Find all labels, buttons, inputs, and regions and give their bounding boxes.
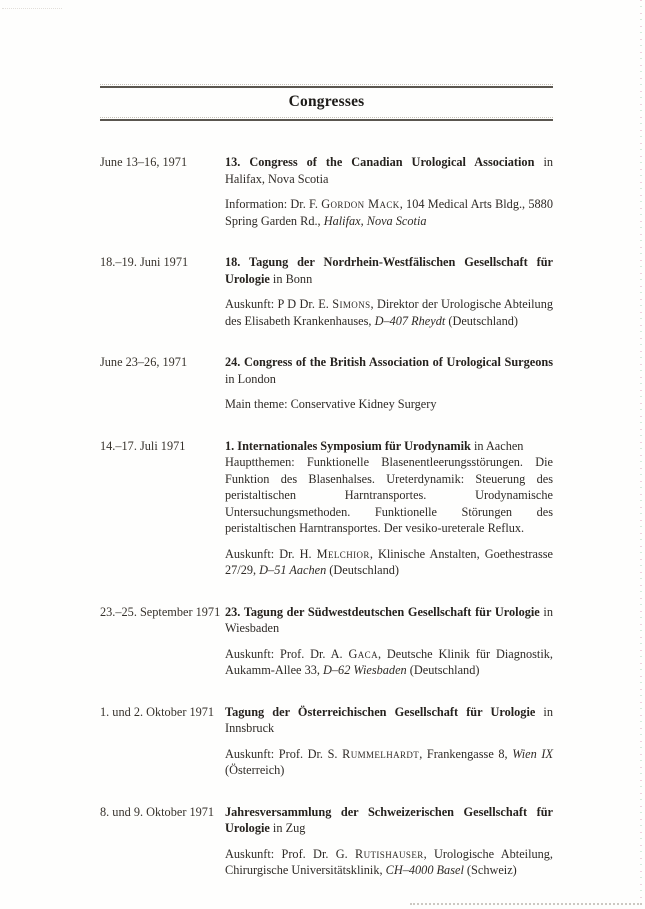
text-segment: in London	[225, 371, 276, 386]
congress-entry	[100, 354, 553, 413]
congress-entry	[100, 438, 553, 579]
congress-list	[100, 154, 553, 879]
text-segment: Auskunft: Prof. Dr. S.	[225, 746, 343, 761]
text-segment: Jahresversammlung der Schweizerischen Gesellschaft für Urologie	[225, 804, 553, 835]
text-segment: CH–4000 Basel	[385, 863, 464, 877]
entry-body	[225, 254, 553, 329]
text-segment: , Klinische Anstalten, Goethestrasse 27/29,	[225, 546, 553, 577]
scan-noise-bottom-edge	[410, 903, 642, 905]
entry-date: 8. und 9. Oktober 1971	[100, 804, 215, 819]
text-segment: D–62 Wiesbaden	[323, 663, 407, 677]
entry-paragraph	[225, 704, 553, 737]
entry-paragraph	[225, 196, 553, 229]
entry-date: June 13–16, 1971	[100, 155, 188, 169]
text-segment: in Wiesbaden	[225, 604, 553, 635]
text-segment: 18. Tagung der Nordrhein-Westfälischen Gesellschaft für Urologie	[225, 255, 553, 286]
congress-entry	[100, 804, 553, 879]
text-segment: (Deutschland)	[406, 663, 480, 677]
text-segment: , Frankengasse 8,	[419, 746, 513, 761]
text-segment: , 104 Medical Arts Bldg., 5880 Spring Garden Rd.,	[225, 197, 553, 228]
text-segment: Tagung der Österreichischen Gesellschaft für Urologie	[225, 704, 536, 719]
text-segment: in Aachen	[470, 438, 524, 453]
entry-paragraph	[225, 746, 553, 779]
entry-paragraph	[225, 604, 553, 637]
entry-paragraph	[225, 804, 553, 837]
text-segment: Melchior	[316, 546, 370, 561]
entry-paragraph	[225, 546, 553, 579]
congress-entry	[100, 154, 553, 229]
text-segment: in Zug	[269, 821, 306, 835]
entry-paragraph	[225, 846, 553, 879]
text-segment: Rutishauser	[355, 846, 424, 861]
congress-entry	[100, 604, 553, 679]
page-content	[100, 84, 553, 879]
entry-paragraph	[225, 646, 553, 679]
text-segment: 23. Tagung der Südwestdeutschen Gesellschaft für Urologie	[225, 604, 540, 619]
text-segment: Wien IX	[512, 746, 553, 761]
page-title: Congresses	[288, 93, 365, 110]
text-segment: 1. Internationales Symposium für Urodynamik	[225, 438, 471, 453]
text-segment: in Halifax, Nova Scotia	[225, 155, 554, 186]
text-segment: (Schweiz)	[463, 863, 517, 877]
entry-date: 23.–25. September 1971	[100, 604, 221, 619]
text-segment: , Urologische Abteilung, Chirurgische Universitätsklinik,	[225, 846, 554, 877]
entry-paragraph	[225, 396, 553, 413]
entry-body	[225, 804, 553, 879]
text-segment: Auskunft: Prof. Dr. G.	[225, 846, 356, 861]
entry-paragraph	[225, 354, 553, 387]
scan-noise-right-edge	[640, 0, 642, 909]
congress-entry	[100, 254, 553, 329]
text-segment: (Deutschland)	[326, 563, 399, 577]
text-segment: Main theme: Conservative Kidney Surgery	[225, 397, 437, 411]
entry-body	[225, 354, 553, 413]
text-segment: , Direktor der Urologische Abteilung des Elisabeth Krankenhauses,	[225, 297, 554, 328]
text-segment: D–407 Rheydt	[374, 313, 446, 328]
text-segment: Information: Dr. F.	[225, 197, 322, 211]
text-segment: in Innsbruck	[225, 704, 553, 735]
entry-body	[225, 438, 553, 579]
text-segment: in Bonn	[269, 271, 313, 286]
text-segment: 13. Congress of the Canadian Urological Association	[225, 155, 535, 169]
entry-paragraph	[225, 154, 553, 187]
text-segment: D–51 Aachen	[259, 563, 327, 577]
entry-date: June 23–26, 1971	[100, 355, 188, 369]
text-segment: (Deutschland)	[445, 313, 519, 328]
scan-noise-top	[2, 8, 62, 9]
entry-body	[225, 704, 553, 779]
entry-paragraph	[225, 438, 553, 537]
text-segment: Hauptthemen: Funktionelle Blasenentleerungsstörungen. Die Funktion des Blasenhalses. Ureterdynamik: Steuerung des peristaltischen Harntransportes. Urodynamische Untersuchungsmethoden. Funktionelle Störungen des peristaltischen Harntransportes. Der vesiko-ureterale Reflux.	[225, 455, 553, 535]
text-segment: Rummelhardt	[342, 746, 420, 761]
text-segment: (Österreich)	[225, 763, 285, 777]
entry-paragraph	[225, 254, 553, 287]
entry-date: 18.–19. Juni 1971	[100, 255, 189, 269]
header-rule-bottom	[100, 117, 553, 121]
text-segment: Auskunft: Prof. Dr. A.	[225, 646, 349, 661]
text-segment: Auskunft: P D Dr. E.	[225, 297, 333, 311]
entry-body	[225, 154, 553, 229]
text-segment: Halifax, Nova Scotia	[323, 213, 427, 228]
text-segment: 24. Congress of the British Association of Urological Surgeons	[225, 355, 553, 369]
congress-entry	[100, 704, 553, 779]
entry-date: 14.–17. Juli 1971	[100, 438, 186, 453]
text-segment: Simons	[332, 297, 371, 311]
text-segment: Gaca	[348, 646, 378, 661]
entry-paragraph	[225, 296, 553, 329]
entry-body	[225, 604, 553, 679]
text-segment: , Deutsche Klinik für Diagnostik, Aukamm-Allee 33,	[225, 646, 553, 677]
text-segment: Auskunft: Dr. H.	[225, 546, 317, 561]
entry-date: 1. und 2. Oktober 1971	[100, 704, 215, 719]
text-segment: Gordon Mack	[321, 197, 400, 211]
